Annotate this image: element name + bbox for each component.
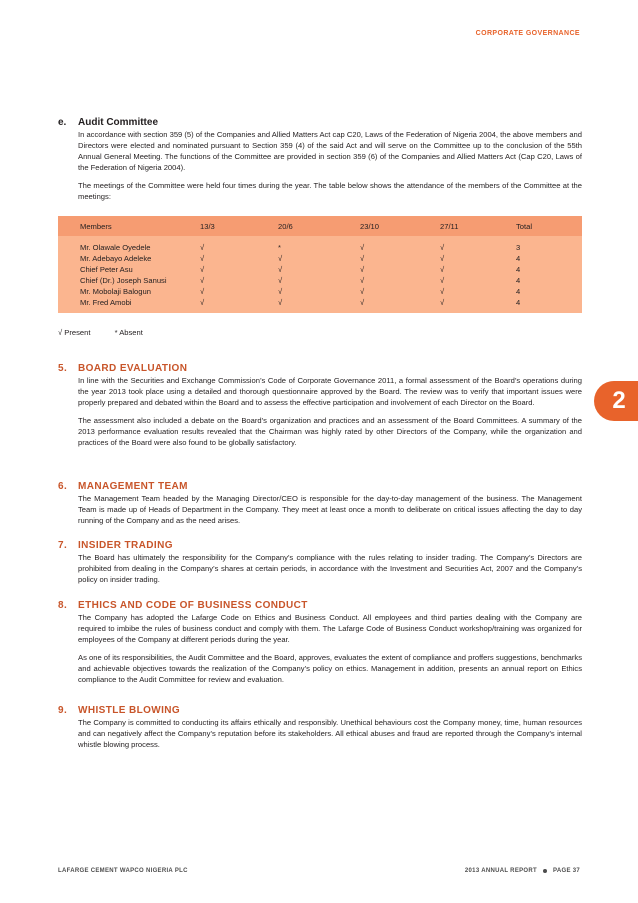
table-row: [58, 275, 582, 286]
legend-absent: * Absent: [114, 328, 143, 337]
legend-present: √ Present: [58, 328, 91, 337]
audit-committee-paragraph-1: In accordance with section 359 (5) of the Companies and Allied Matters Act cap C20, Laws of the Federation of Nigeria 2004, the above members and Directors were elected and nominated pursuant to Section 359 (4) of the said Act and will serve on the Committee up to the conclusion of the 55th Annual General Meeting. The functions of the Committee are provided in section 359 (6) of the Companies and Allied Matters Act (Cap C20, Laws of the Federation of Nigeria 2004).: [78, 130, 583, 172]
attendance-mark: √: [278, 276, 283, 285]
attendance-total: 3: [516, 243, 521, 252]
attendance-mark: √: [440, 254, 445, 263]
member-name: Mr. Fred Amobi: [80, 298, 132, 307]
attendance-mark: √: [440, 265, 445, 274]
table-row: [58, 297, 582, 308]
attendance-mark: √: [440, 243, 445, 252]
audit-committee-letter: e.: [58, 117, 67, 128]
header-meeting-1: 13/3: [200, 221, 215, 231]
board-evaluation-title: BOARD EVALUATION: [78, 363, 188, 374]
chapter-number: 2: [612, 387, 626, 414]
member-name: Mr. Adebayo Adeleke: [80, 254, 152, 263]
member-name: Mr. Olawale Oyedele: [80, 243, 151, 252]
attendance-mark: √: [360, 254, 365, 263]
audit-committee-section: [58, 117, 582, 202]
attendance-mark: √: [200, 276, 205, 285]
footer-page: PAGE 37: [553, 868, 580, 874]
attendance-total: 4: [516, 265, 521, 274]
ethics-paragraph-2: As one of its responsibilities, the Audit Committee and the Board, approves, evaluates the extent of compliance and proffers suggestions, benchmarks and achievable objectives towards the realization of the Company’s policy on ethics. Management in addition, presents an annual report on Ethics compliance to the Audit Committee for review and evaluation.: [78, 653, 582, 684]
attendance-mark: √: [200, 254, 205, 263]
attendance-mark: *: [278, 243, 281, 252]
management-team-title: MANAGEMENT TEAM: [78, 481, 188, 492]
whistle-blowing-paragraph: The Company is committed to conducting its affairs ethically and responsibly. Unethical behaviours cost the Company money, time, human resources and can negatively affect the Company’s reputation before its stakeholders. All ethical abuses and fraud are reported through the Company’s internal whistle blowing process.: [78, 718, 582, 749]
ethics-number: 8.: [58, 600, 68, 611]
header-members: Members: [80, 221, 112, 231]
table-row: [58, 264, 582, 275]
table-row: [58, 253, 582, 264]
board-evaluation-paragraph-2: The assessment also included a debate on the Board’s organization and practices and an assessment of the Board Committees. A summary of the 2013 performance evaluation results revealed that the Chairman was highly rated by other Directors of the Company, while the organization and practices of the Board were also found to be globally satisfactory.: [78, 416, 582, 447]
audit-committee-heading: [58, 117, 582, 129]
board-evaluation-heading: [58, 363, 582, 375]
management-team-paragraph: The Management Team headed by the Managing Director/CEO is responsible for the day-to-day management of the business. The Management Team is made up of Heads of Department in the Company. They meet at least once a month to deliberate on critical issues affecting the day to day running of the Company and as the need arises.: [78, 494, 582, 525]
attendance-mark: √: [440, 298, 445, 307]
whistle-blowing-heading: [58, 705, 582, 717]
header-meeting-3: 23/10: [360, 221, 380, 231]
attendance-mark: √: [440, 287, 445, 296]
attendance-mark: √: [278, 265, 283, 274]
ethics-section: [58, 600, 582, 685]
member-name: Chief Peter Asu: [80, 265, 133, 274]
section-header: CORPORATE GOVERNANCE: [475, 30, 580, 37]
audit-committee-title: Audit Committee: [78, 117, 158, 128]
attendance-legend: [58, 328, 165, 337]
member-name: Chief (Dr.) Joseph Sanusi: [80, 276, 167, 285]
table-row: [58, 242, 582, 253]
attendance-mark: √: [200, 265, 205, 274]
member-name: Mr. Mobolaji Balogun: [80, 287, 151, 296]
attendance-total: 4: [516, 276, 521, 285]
header-meeting-4: 27/11: [440, 221, 459, 231]
board-evaluation-number: 5.: [58, 363, 68, 374]
footer-company: LAFARGE CEMENT WAPCO NIGERIA PLC: [58, 868, 188, 874]
attendance-mark: √: [278, 287, 283, 296]
attendance-mark: √: [360, 276, 365, 285]
board-evaluation-paragraph-1: In line with the Securities and Exchange Commission’s Code of Corporate Governance 2011, a formal assessment of the Board’s operations during the year 2013 took place using a detailed and thorough questionnaire approved by the Board. The review was to verify that important issues were properly prepared and debated within the Board and to assess the effective participation and involvement of each Director on the Board.: [78, 376, 582, 407]
insider-trading-number: 7.: [58, 540, 68, 551]
attendance-mark: √: [360, 265, 365, 274]
attendance-mark: √: [440, 276, 445, 285]
chapter-tab: [594, 381, 638, 421]
attendance-mark: √: [200, 298, 205, 307]
management-team-number: 6.: [58, 481, 68, 492]
insider-trading-paragraph: The Board has ultimately the responsibility for the Company’s compliance with the rules relating to insider trading. The Company’s Directors are prohibited from dealing in the Company’s shares at certain periods, in accordance with the Investment and Securities Act, 2007 and the Company’s policy on insider trading.: [78, 553, 582, 584]
attendance-total: 4: [516, 287, 521, 296]
whistle-blowing-title: WHISTLE BLOWING: [78, 705, 181, 716]
header-total: Total: [516, 221, 533, 231]
audit-committee-paragraph-2: The meetings of the Committee were held four times during the year. The table below shows the attendance of the members of the Committee at the meetings:: [78, 181, 582, 201]
whistle-blowing-section: [58, 705, 582, 750]
whistle-blowing-number: 9.: [58, 705, 68, 716]
ethics-heading: [58, 600, 582, 612]
board-evaluation-section: [58, 363, 582, 448]
attendance-total: 4: [516, 298, 521, 307]
ethics-paragraph-1: The Company has adopted the Lafarge Code on Ethics and Business Conduct. All employees and third parties dealing with the Company are required to imbibe the rules of business conduct and comply with them. The Lafarge Code of Business Conduct workshop/training was organized for employees of the Company at different periods during the year.: [78, 613, 582, 644]
header-meeting-2: 20/6: [278, 221, 293, 231]
attendance-table-header: [58, 216, 582, 236]
attendance-mark: √: [200, 243, 205, 252]
insider-trading-title: INSIDER TRADING: [78, 540, 173, 551]
management-team-heading: [58, 481, 582, 493]
ethics-title: ETHICS AND CODE OF BUSINESS CONDUCT: [78, 600, 308, 611]
attendance-mark: √: [278, 298, 283, 307]
attendance-mark: √: [200, 287, 205, 296]
insider-trading-heading: [58, 540, 582, 552]
attendance-total: 4: [516, 254, 521, 263]
attendance-mark: √: [360, 298, 365, 307]
management-team-section: [58, 481, 582, 526]
table-row: [58, 286, 582, 297]
insider-trading-section: [58, 540, 582, 585]
attendance-table: [58, 216, 582, 313]
attendance-mark: √: [278, 254, 283, 263]
footer-report-info: [465, 868, 580, 874]
attendance-mark: √: [360, 243, 365, 252]
attendance-table-body: [58, 236, 582, 313]
attendance-mark: √: [360, 287, 365, 296]
footer-report: 2013 ANNUAL REPORT: [464, 868, 537, 874]
footer-bullet-icon: [543, 869, 547, 873]
